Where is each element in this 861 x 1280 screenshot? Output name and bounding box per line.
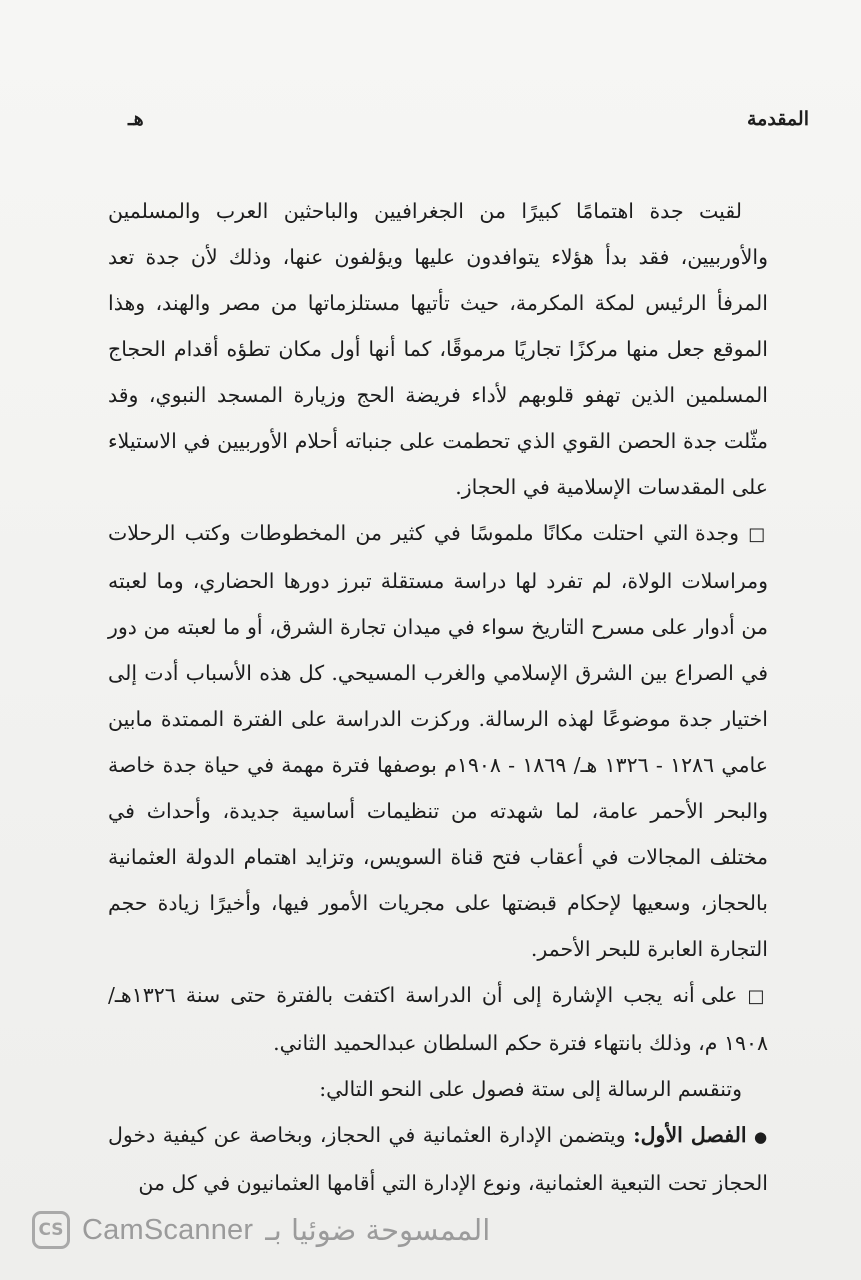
page-header (128, 108, 809, 144)
chapter-one-label: الفصل الأول: (633, 1123, 747, 1147)
square-icon: □ (747, 986, 768, 1007)
paragraph-2 (108, 510, 768, 972)
bullet-icon: ● (753, 1128, 768, 1146)
paragraph-1: لقيت جدة اهتمامًا كبيرًا من الجغرافيين والباحثين العرب والمسلمين والأوربيين، فقد بدأ هؤلاء يتوافدون عليها ويؤلفون عنها، وذلك لأن جدة تعد المرفأ الرئيس لمكة المكرمة، حيث تأتيها مستلزماتها من مصر والهند، وهذا الموقع جعل منها مركزًا تجاريًا مرموقًا، كما أنها أول مكان تطؤه أقدام الحجاج المسلمين الذين تهفو قلوبهم لأداء فريضة الحج وزيارة المسجد النبوي، وقد مثّلت جدة الحصن القوي الذي تحطمت على جنباته أحلام الأوربيين في الاستيلاء على المقدسات الإسلامية في الحجاز. (108, 199, 768, 499)
camscanner-logo-icon: CS (32, 1211, 70, 1249)
page-number: هـ (128, 108, 144, 130)
paragraph-3-text: على أنه يجب الإشارة إلى أن الدراسة اكتفت بالفترة حتى سنة ١٣٢٦هـ/ ١٩٠٨ م، وذلك بانتهاء فترة حكم السلطان عبدالحميد الثاني. (108, 983, 768, 1055)
paragraph-4: وتنقسم الرسالة إلى ستة فصول على النحو التالي: (319, 1077, 742, 1101)
paragraph-3 (108, 972, 768, 1066)
watermark-arabic: الممسوحة ضوئيا بـ (265, 1213, 491, 1247)
chapter-one (108, 1112, 768, 1206)
camscanner-watermark (32, 1208, 490, 1252)
page-body (108, 188, 768, 1206)
chapter-one-text: ويتضمن الإدارة العثمانية في الحجاز، وبخاصة عن كيفية دخول الحجاز تحت التبعية العثمانية، ونوع الإدارة التي أقامها العثمانيون في كل من (108, 1123, 768, 1195)
square-icon: □ (748, 524, 768, 545)
paragraph-2-text: وجدة التي احتلت مكانًا ملموسًا في كثير من المخطوطات وكتب الرحلات ومراسلات الولاة، لم تفرد لها دراسة مستقلة تبرز دورها الحضاري، وما لعبته من أدوار على مسرح التاريخ سواء في ميدان تجارة الشرق، أو ما لعبته من دور في الصراع بين الشرق الإسلامي والغرب المسيحي. كل هذه الأسباب أدت إلى اختيار جدة موضوعًا لهذه الرسالة. وركزت الدراسة على الفترة الممتدة مابين عامي ١٢٨٦ - ١٣٢٦ هـ/ ١٨٦٩ - ١٩٠٨م بوصفها فترة مهمة في حياة جدة خاصة والبحر الأحمر عامة، لما شهدته من تنظيمات أساسية جديدة، وأحداث في مختلف المجالات في أعقاب فتح قناة السويس، وتزايد اهتمام الدولة العثمانية بالحجاز، وسعيها لإحكام قبضتها على مجريات الأمور فيها، وأخيرًا زيادة حجم التجارة العابرة للبحر الأحمر. (108, 521, 768, 961)
section-title: المقدمة (746, 108, 809, 130)
watermark-brand: CamScanner (82, 1213, 254, 1246)
